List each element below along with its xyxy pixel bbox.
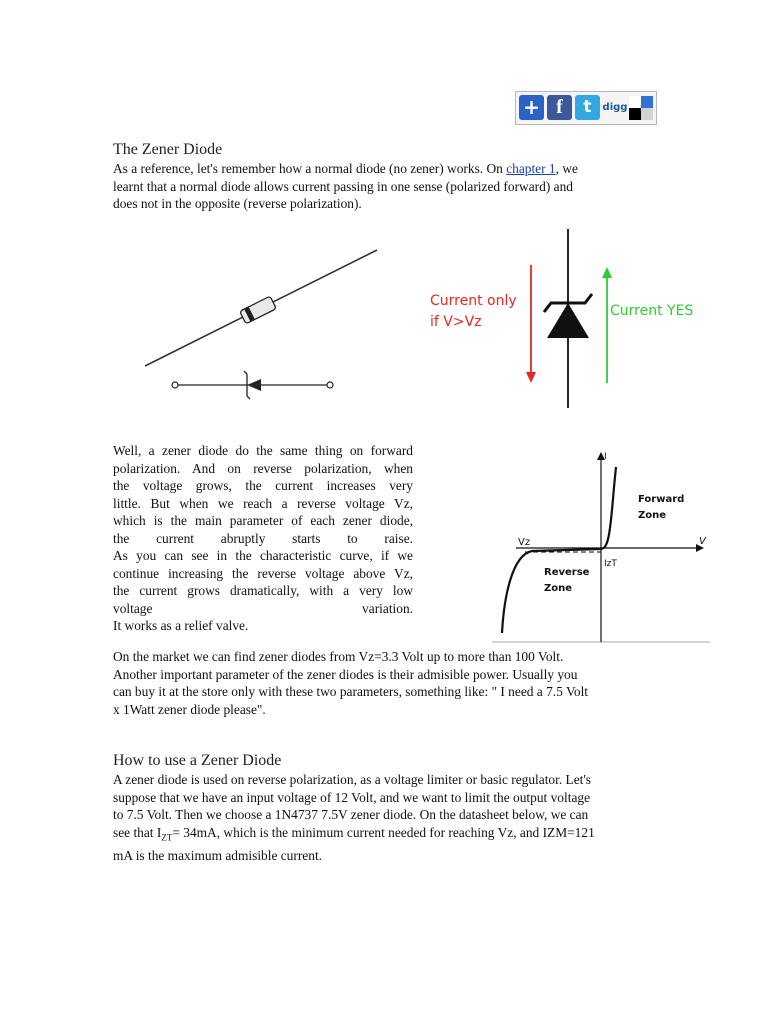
delicious-icon[interactable]: [629, 96, 653, 120]
terminal-left: [172, 382, 178, 388]
section2-line-4: [113, 824, 663, 847]
section2-line: suppose that we have an input voltage of 12 Volt, and we want to limit the output voltage: [113, 789, 591, 805]
market-paragraph: [113, 648, 658, 718]
forward-zone-label-1: Forward: [638, 494, 685, 505]
current-only-label: Current only: [430, 293, 517, 309]
section2-line: to 7.5 Volt. Then we choose a 1N4737 7.5V zener diode. On the datasheet below, we can: [113, 807, 589, 822]
i-axis-label: I: [604, 452, 607, 462]
digg-icon[interactable]: digg: [602, 102, 628, 113]
para3-line: On the market we can find zener diodes from Vz=3.3 Volt up to more than 100 Volt.: [113, 649, 564, 664]
zener-symbol-triangle: [547, 303, 589, 338]
iv-curve: [502, 467, 616, 633]
section-title-how-to-use: How to use a Zener Diode: [113, 752, 282, 769]
reverse-zone-label-1: Reverse: [544, 567, 590, 578]
zener-triangle-icon: [247, 379, 261, 391]
twitter-icon[interactable]: t: [575, 95, 600, 120]
zener-behavior-paragraph: [113, 442, 413, 635]
diode-illustration: [135, 240, 395, 400]
intro-paragraph: [113, 160, 653, 213]
forward-zone-label-2: Zone: [638, 510, 667, 521]
para2-line: continue increasing the reverse voltage above Vz,: [113, 565, 413, 581]
addthis-plus-icon[interactable]: +: [519, 95, 544, 120]
section-title-zener-diode: The Zener Diode: [113, 141, 223, 158]
para2-line: little. But when we reach a reverse voltage Vz,: [113, 495, 413, 511]
para2-line: As you can see in the characteristic curve, if we: [113, 548, 413, 563]
v-axis-label: V: [699, 536, 706, 547]
facebook-icon[interactable]: f: [547, 95, 572, 120]
current-yes-label: Current YES: [610, 303, 694, 319]
para3-line: can buy it at the store only with these two parameters, something like: " I need a 7.5 Volt: [113, 684, 589, 699]
para2-line: voltage variation.: [113, 600, 413, 616]
para2-line: the voltage grows, the current increases very: [113, 478, 413, 493]
section2-line-5: mA is the maximum admisible current.: [113, 847, 323, 863]
para2-line: It works as a relief valve.: [113, 618, 249, 633]
para2-line: the current grows dramatically, with a very low: [113, 583, 413, 598]
para2-line: which is the main parameter of each zener diode,: [113, 513, 413, 528]
para2-line: the current abruptly starts to raise.: [113, 530, 413, 546]
izt-prefix: see that I: [113, 824, 162, 840]
intro-text-after-link: , we: [555, 161, 578, 176]
section2-line: A zener diode is used on reverse polarization, as a voltage limiter or basic regulator. Let's: [113, 772, 591, 787]
how-to-use-paragraph: [113, 771, 663, 864]
intro-text-before-link: As a reference, let's remember how a normal diode (no zener) works. On: [113, 161, 507, 176]
green-arrowhead-icon: [602, 267, 612, 278]
intro-line-1: [113, 160, 653, 178]
terminal-right: [327, 382, 333, 388]
intro-line-3: does not in the opposite (reverse polarization).: [113, 196, 362, 211]
reverse-zone-label-2: Zone: [544, 583, 573, 594]
chapter-1-link[interactable]: chapter 1: [506, 161, 556, 176]
if-v-gt-vz-label: if V>Vz: [430, 314, 482, 330]
para3-line: Another important parameter of the zener diodes is their admisible power. Usually you: [113, 666, 578, 682]
para2-line: Well, a zener diode do the same thing on forward: [113, 443, 413, 458]
zener-characteristic-curve: [492, 447, 710, 645]
izt-suffix: = 34mA, which is the minimum current needed for reaching Vz, and IZM=121: [172, 824, 595, 840]
para2-line: polarization. And on reverse polarization, when: [113, 460, 413, 476]
vz-label: Vz: [518, 537, 531, 548]
intro-line-2: learnt that a normal diode allows current passing in one sense (polarized forward) and: [113, 178, 573, 194]
share-toolbar: [515, 91, 657, 125]
izt-label: IzT: [604, 559, 617, 569]
diode-body: [240, 296, 277, 324]
izt-subscript: ZT: [161, 832, 173, 843]
zener-symbol-figure: [420, 225, 710, 410]
para3-line: x 1Watt zener diode please".: [113, 701, 266, 717]
red-arrowhead-icon: [526, 372, 536, 383]
